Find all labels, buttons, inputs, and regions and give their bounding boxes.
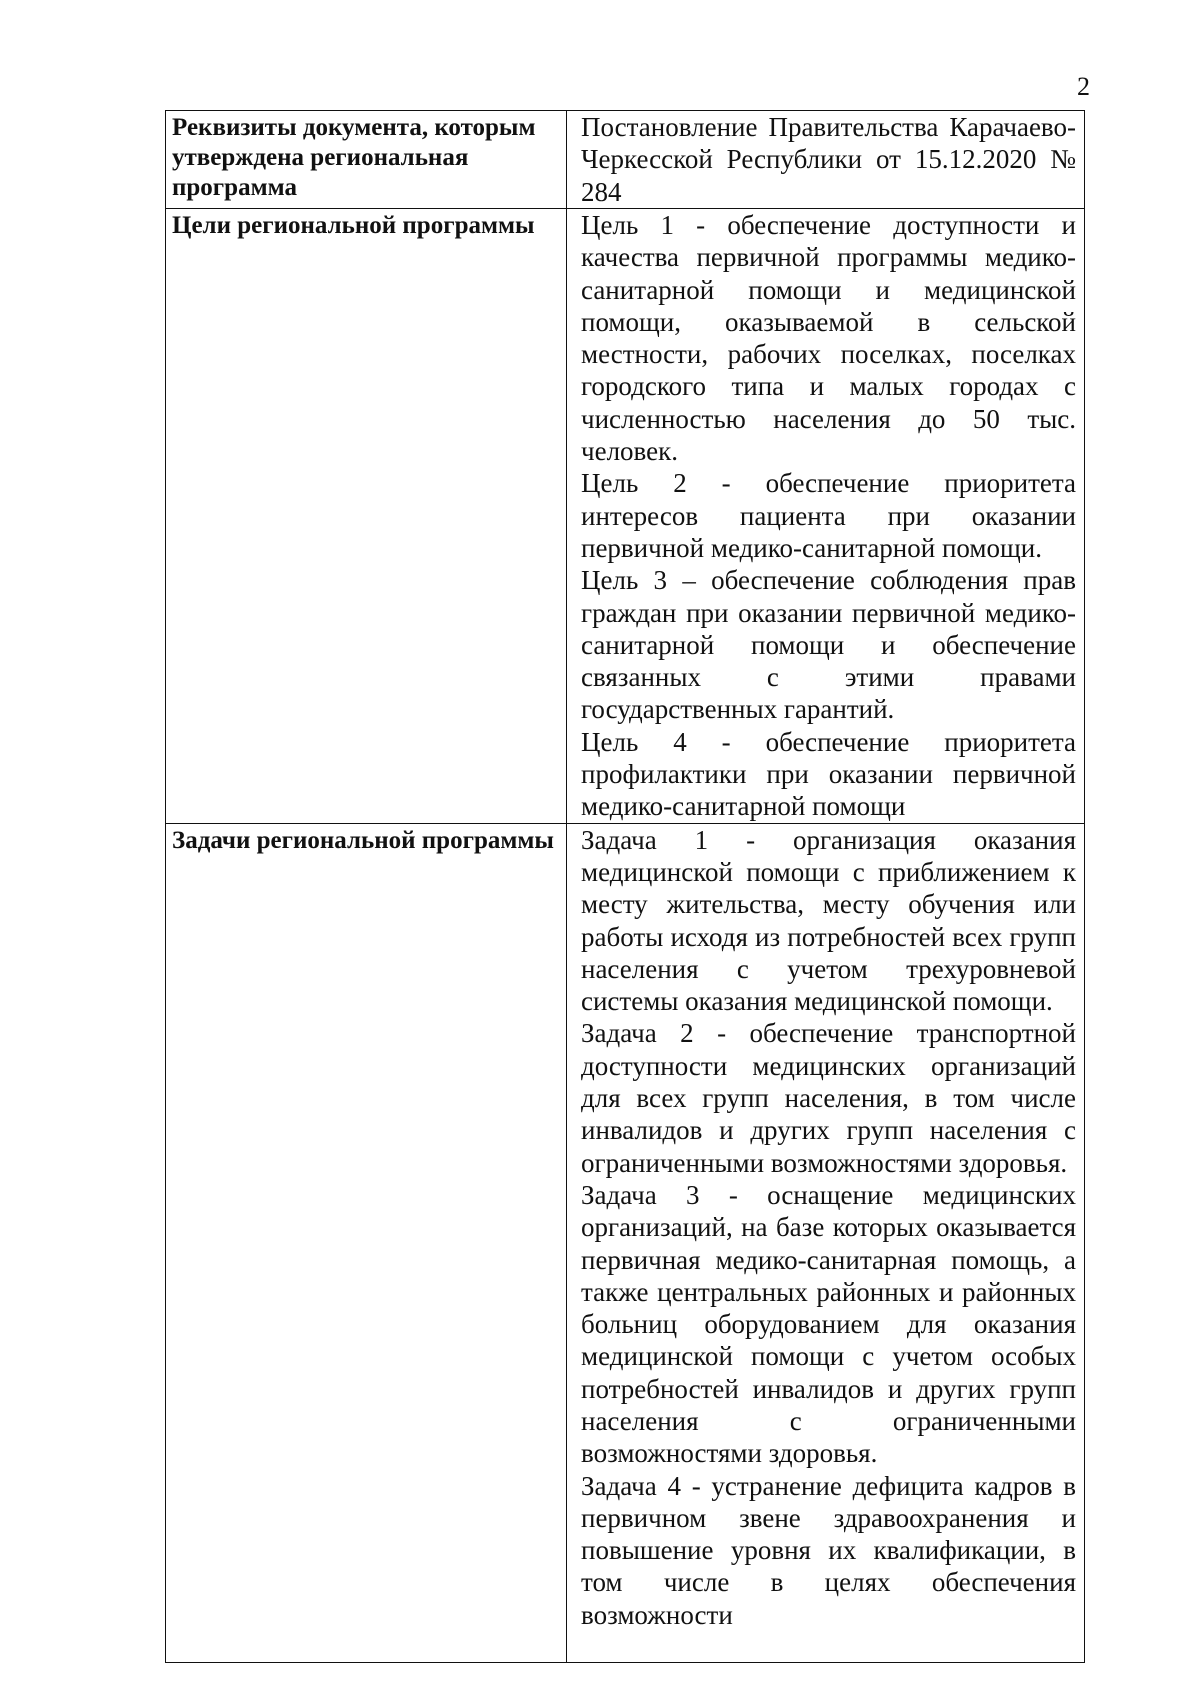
task-paragraph: Задача 3 - оснащение медицинских организаций, на базе которых оказывается первичная медико-санитарная помощь, а также центральных районных и районных больниц оборудованием для оказания медицинской помощи с учетом особых потребностей инвалидов и других групп населения с ограниченными возможностями здоровья. [581,1179,1076,1469]
row-label-program-tasks: Задачи региональной программы [172,826,554,854]
task-paragraph: Задача 1 - организация оказания медицинской помощи с приближением к месту жительства, месту обучения или работы исходя из потребностей всех групп населения с учетом трехуровневой системы оказания медицинской помощи. [581,824,1076,1017]
paragraph: Постановление Правительства Карачаево-Черкесской Республики от 15.12.2020 № 284 [581,112,1076,207]
table-row-program-tasks [166,823,1085,1662]
label-cell [166,209,567,824]
table-row-program-goals [166,209,1085,824]
task-paragraph: Задача 4 - устранение дефицита кадров в первичном звене здравоохранения и повышение уровня их квалификации, в том числе в целях обеспечения возможности [581,1470,1076,1630]
table-row-document-details [166,111,1085,209]
row-value-program-goals [567,209,1084,823]
task-paragraph: Задача 2 - обеспечение транспортной доступности медицинских организаций для всех групп населения, в том числе инвалидов и других групп населения с ограниченными возможностями здоровья. [581,1018,1076,1178]
goal-paragraph: Цель 3 – обеспечение соблюдения прав граждан при оказании первичной медико-санитарной помощи и обеспечение связанных с этими правами государственных гарантий. [581,565,1076,725]
row-value-document-details [567,111,1084,208]
value-cell [567,111,1085,209]
row-label-program-goals: Цели региональной программы [172,212,535,239]
value-cell [567,823,1085,1662]
label-cell [166,823,567,1662]
value-cell [567,209,1085,824]
page-number: 2 [1077,72,1090,101]
goal-paragraph: Цель 2 - обеспечение приоритета интересов пациента при оказании первичной медико-санитарной помощи. [581,468,1076,563]
goal-paragraph: Цель 4 - обеспечение приоритета профилактики при оказании первичной медико-санитарной помощи [581,726,1076,822]
row-value-program-tasks [567,824,1084,1631]
program-passport-table [165,110,1085,1663]
row-label-document-details: Реквизиты документа, которым утверждена региональная программа [172,114,536,201]
label-cell [166,111,567,209]
goal-paragraph: Цель 1 - обеспечение доступности и качества первичной программы медико-санитарной помощи и медицинской помощи, оказываемой в сельской местности, рабочих поселках, поселках городского типа и малых городах с численностью населения до 50 тыс. человек. [581,210,1076,467]
